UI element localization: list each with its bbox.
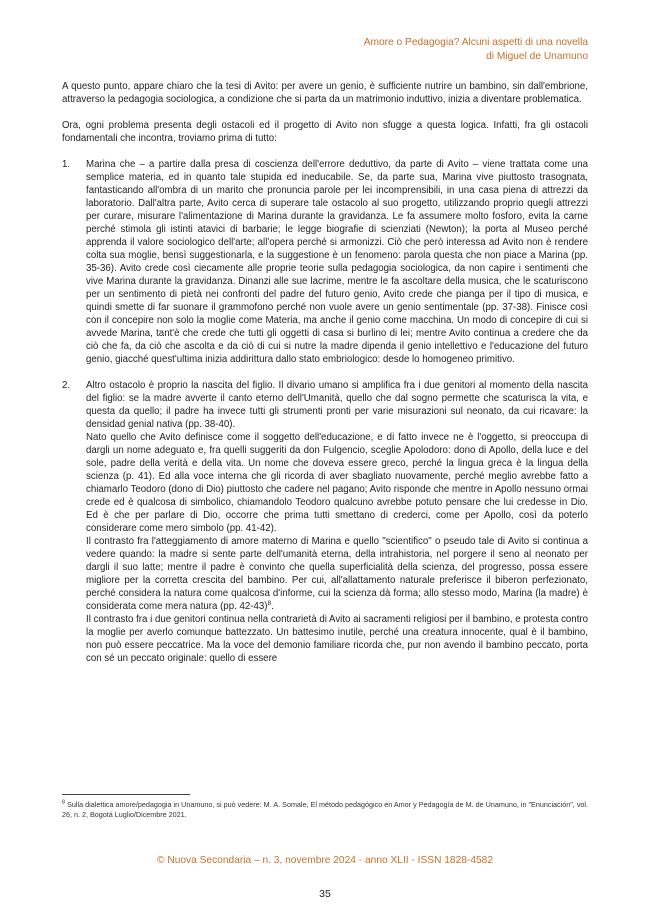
list-item-text: Marina che – a partire dalla presa di coscienza dell'errore deduttivo, da parte di Avito – viene trattata come una semplice materia, ed in quanto tale stupida ed ineducabile. Se, da parte sua, Marina vive piuttosto trasognata, fantasticando all'ombra di un marito che pronuncia parole per lei incomprensibili, in una casa piena di attrezzi da laboratorio. Dall'altra parte, Avito cerca di superare tale ostacolo al suo progetto, utilizzando proprio quegli attrezzi per curare, misurare l'alimentazione di Marina durante la gravidanza. Le fa assumere molto fosforo, evita la carne perché stimola gli istinti atavici di barbarie; le legge biografie di scienziati (Newton); la porta al Museo perché apprenda il valore sociologico dell'arte; all'opera perché si armonizzi. Ciò che però interessa ad Avito non è rendere colta sua moglie, bensì suggestionarla, e la suggestione è un fenomeno: parola questa che non piace a Marina (pp. 35-36). Avito crede così ciecamente alle proprie teorie sulla pedagogia sociologica, da non capire i sentimenti che vive Marina durante la gravidanza. Dinanzi alle sue lacrime, mentre le fa ascoltare della musica, che le scaturiscono per un sentimento di pietà nei confronti del padre del futuro genio, Avito crede che pianga per il tipo di musica, e quindi smette di far suonare il grammofono perché non vuole avere un genio sentimentale (pp. 37-38). Finisce così con il concepire non solo la moglie come Materia, ma anche il genio come macchina. Un modo di concepire di cui si avvede Marina, tant'è che crede che tutti gli oggetti di casa si burlino di lei; mentre Avito continua a credere che da ciò che fa, da ciò che ascolta e da ciò di cui si nutre la madre dipenda il genio intellettivo e l'educazione del futuro genio, giacché quest'ultima inizia addirittura dallo stato embriologico: desde lo homogeneo primitivo. xyxy=(86,159,588,365)
page-footer: © Nuova Secondaria – n. 3, novembre 2024 - anno XLII - ISSN 1828-4582 xyxy=(157,855,493,866)
paragraph-end: . xyxy=(271,601,274,612)
footnote-reference[interactable]: 8 xyxy=(267,599,272,607)
list-item xyxy=(62,158,588,366)
paragraph-intro: A questo punto, appare chiaro che la tesi di Avito: per avere un genio, è sufficiente nutrire un bambino, sin dall'embrione, attraverso la pedagogia sociologica, a condizione che si parta da un matrimonio induttivo, inizia a diventare problematica. xyxy=(62,81,588,105)
list-item-number: 2. xyxy=(62,380,71,391)
footnote xyxy=(62,800,588,820)
paragraph-text: Il contrasto fra l'atteggiamento di amore materno di Marina e quello "scientifico" o pseudo tale di Avito si continua a vedere quando: la madre si sente parte dell'umanità eterna, della intrahistoria, nel porgere il seno al neonato per dargli il suo latte; mentre il padre è convinto che quella superficialità della scienza, del progresso, possa essere migliore per la corretta crescita del bambino. Per cui, all'allattamento naturale preferisce il biberon perfezionato, perché considera la natura come qualcosa d'informe, cui la scienza dà forma; allo stesso modo, Marina (la madre) è considerata come mera natura (pp. 42-43) xyxy=(86,536,588,612)
obstacles-list xyxy=(62,158,588,665)
running-header xyxy=(364,36,588,64)
list-item-paragraph xyxy=(86,535,588,613)
footnote-separator xyxy=(62,794,190,795)
page-body xyxy=(62,80,588,678)
header-title-line2: di Miguel de Unamuno xyxy=(486,51,588,62)
list-item xyxy=(62,379,588,665)
list-item-number: 1. xyxy=(62,159,71,170)
list-item-paragraph: Il contrasto fra i due genitori continua nella contrarietà di Avito ai sacramenti religiosi per il bambino, e protesta contro la moglie per averlo comunque battezzato. Un battesimo inutile, perché una creatura innocente, qual è il bambino, non può essere peccatrice. Ma la voce del demonio familiare ricorda che, pur non avendo il bambino peccato, porta con sé un peccato originale: quello di essere xyxy=(86,614,588,664)
footnote-marker: 8 xyxy=(62,799,66,806)
page-number: 35 xyxy=(319,888,331,900)
list-item-paragraph: Nato quello che Avito definisce come il soggetto dell'educazione, e di fatto invece ne è l'oggetto, si preoccupa di dargli un nome adeguato e, fra quelli suggeriti da don Fulgencio, sceglie Apolodoro: dono di Apollo, della luce e del sole, padre della verità e della vita. Un nome che doveva essere greco, perché la lingua greca è la lingua della scienza (p. 41). Ed alla voce interna che gli ricorda di aver sbagliato nuovamente, perché meglio avrebbe fatto a chiamarlo Teodoro (dono di Dio) piuttosto che cadere nel pagano; Avito risponde che mentre in Apollo nessuno ormai crede ed è qualcosa di simbolico, chiamandolo Teodoro qualcuno avrebbe potuto pensare che lui credesse in Dio. Ed è che per parlare di Dio, occorre che prima tutti smettano di crederci, come per Apollo, così da poterlo considerare come mero simbolo (pp. 41-42). xyxy=(86,432,588,534)
paragraph-obstacles: Ora, ogni problema presenta degli ostacoli ed il progetto di Avito non sfugge a questa logica. Infatti, fra gli ostacoli fondamentali che incontra, troviamo prima di tutto: xyxy=(62,120,588,144)
footnote-text: Sulla dialettica amore/pedagogia in Unamuno, si può vedere: M. A. Somale, El método pedagógico en Amor y Pedagogía de M. de Unamuno, in "Enunciación", vol. 26, n. 2, Bogotá Luglio/Dicembre 2021. xyxy=(62,800,588,819)
header-title-line1: Amore o Pedagogia? Alcuni aspetti di una novella xyxy=(363,37,588,48)
list-item-paragraph: Altro ostacolo è proprio la nascita del figlio. Il divario umano si amplifica fra i due genitori al momento della nascita del figlio: se la madre avverte il canto eterno dell'Umanità, quello che dal sogno permette che scaturisca la vita, e questa da quello; il padre ha invece tutti gli strumenti pronti per varie misurazioni sul neonato, da cui ricavare: la densidad genial nativa (pp. 38-40). xyxy=(86,380,588,430)
